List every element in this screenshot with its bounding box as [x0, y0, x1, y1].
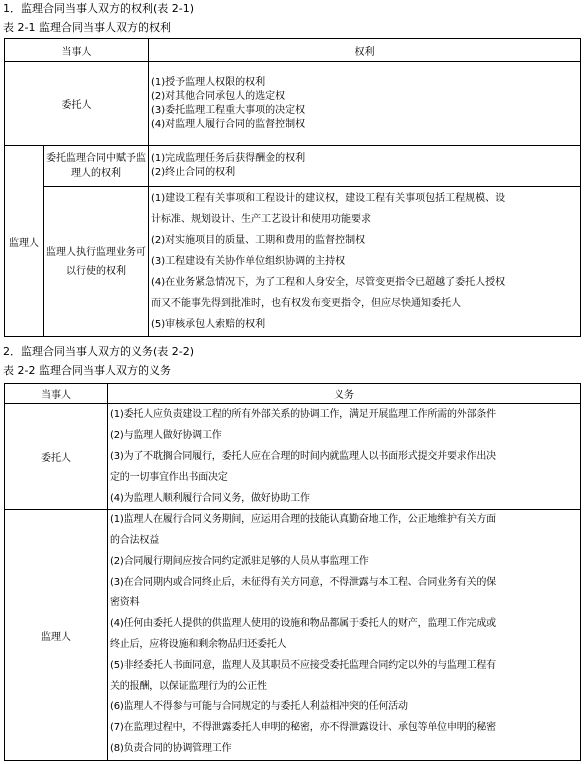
table1-caption: 表 2-1 监理合同当事人双方的权利 — [3, 21, 171, 34]
supervisor-group2-label: 监理人执行监理业务可以行使的权利 — [44, 187, 149, 337]
list-item: (2)终止合同的权利 — [151, 167, 236, 178]
table2-caption: 表 2-2 监理合同当事人双方的义务 — [3, 364, 171, 377]
client-duties-cell — [108, 404, 581, 510]
header-party: 当事人 — [5, 39, 149, 62]
list-item: (3)工程建设有关协作单位组织协调的主持权 — [151, 256, 346, 267]
rights-table — [4, 38, 581, 337]
list-item: (2)对其他合同承包人的选定权 — [151, 90, 286, 102]
list-item: (2)合同履行期间应按合同约定派驻足够的人员从事监理工作 — [110, 555, 369, 567]
list-item: (3)委托监理工程重大事项的决定权 — [151, 104, 306, 116]
list-item: (6)监理人不得参与可能与合同规定的与委托人利益相冲突的任何活动 — [110, 701, 408, 713]
list-item: (2)与监理人做好协调工作 — [110, 430, 222, 441]
supervisor-duties-cell — [108, 510, 581, 761]
list-item: (8)负责合同的协调管理工作 — [110, 742, 232, 754]
header-duties: 义务 — [108, 384, 581, 404]
list-item: (1)完成监理任务后获得酬金的权利 — [151, 153, 306, 164]
list-item: (5)非经委托人书面同意，监理人及其职员不应接受委托监理合同约定以外的与监理工程有 — [110, 659, 496, 671]
supervisor-group1-label: 委托监理合同中赋予监理人的权利 — [44, 146, 149, 187]
header-rights: 权利 — [149, 39, 581, 62]
section1-heading: 1．监理合同当事人双方的权利(表 2-1) — [3, 2, 195, 15]
list-item: (4)为监理人顺利履行合同义务，做好协助工作 — [110, 493, 310, 504]
supervisor-label: 监理人 — [5, 146, 44, 337]
list-item: (4)在业务紧急情况下，为了工程和人身安全，尽管变更指令已超越了委托人授权 — [151, 277, 506, 288]
list-item: 的合法权益 — [110, 535, 159, 547]
supervisor-group1-rights-cell — [149, 146, 581, 187]
list-item: (1)建设工程有关事项和工程设计的建议权，建设工程有关事项包括工程规模、设 — [151, 193, 506, 204]
list-item: 密资料 — [110, 597, 140, 609]
list-item: 关的报酬，以保证监理行为的公正性 — [110, 680, 267, 692]
section2-heading: 2．监理合同当事人双方的义务(表 2-2) — [3, 345, 195, 358]
list-item: (2)对实施项目的质量、工期和费用的监督控制权 — [151, 235, 366, 246]
client-label: 委托人 — [5, 404, 108, 510]
list-item: 定的一切事宜作出书面决定 — [110, 472, 228, 483]
list-item: 而又不能事先得到批准时，也有权发布变更指令，但应尽快通知委托人 — [151, 298, 461, 309]
client-rights-cell — [149, 62, 581, 146]
list-item: (7)在监理过程中，不得泄露委托人申明的秘密，亦不得泄露设计、承包等单位申明的秘密 — [110, 722, 496, 734]
list-item: 终止后，应将设施和剩余物品归还委托人 — [110, 639, 287, 650]
list-item: (5)审核承包人索赔的权利 — [151, 319, 266, 330]
duties-table — [4, 383, 581, 761]
supervisor-label: 监理人 — [5, 510, 108, 761]
list-item: (1)委托人应负责建设工程的所有外部关系的协调工作，满足开展监理工作所需的外部条件 — [110, 409, 496, 420]
header-party: 当事人 — [5, 384, 108, 404]
list-item: (4)任何由委托人提供的供监理人使用的设施和物品都属于委托人的财产，监理工作完成或 — [110, 618, 496, 630]
list-item: (1)授予监理人权限的权利 — [151, 76, 266, 88]
list-item: (3)为了不耽搁合同履行，委托人应在合理的时间内就监理人以书面形式提交并要求作出决 — [110, 451, 496, 462]
supervisor-group2-rights-cell — [149, 187, 581, 337]
list-item: (4)对监理人履行合同的监督控制权 — [151, 118, 306, 130]
list-item: (3)在合同期内或合同终止后，未征得有关方同意，不得泄露与本工程、合同业务有关的保 — [110, 576, 496, 588]
client-label: 委托人 — [5, 62, 149, 146]
list-item: (1)监理人在履行合同义务期间，应运用合理的技能认真勤奋地工作，公正地维护有关方面 — [110, 514, 496, 526]
list-item: 计标准、规划设计、生产工艺设计和使用功能要求 — [151, 214, 371, 225]
